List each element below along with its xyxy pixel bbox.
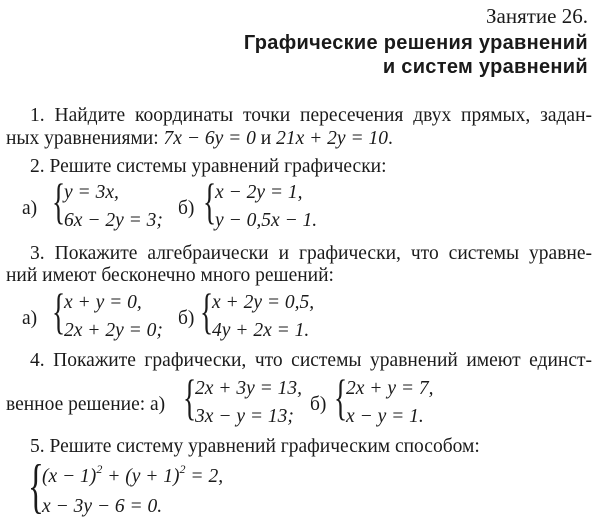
task-2-b-equation-2: y − 0,5x − 1. [215,210,318,231]
task-2-b-equation-1: x − 2y = 1, [215,182,303,203]
task-2-a-label: а) [22,198,38,219]
task-3-b-label: б) [178,308,195,329]
task-1-equation-1: 7x − 6y = 0 [163,128,256,149]
page-title-line-1: Графические решения уравнений [243,32,588,54]
task-4-b-label: б) [310,394,327,415]
task-3-line-2: ний имеют бесконечно много решений: [6,265,334,286]
task-3-a-brace: { [52,283,66,339]
page-title-line-2: и систем уравнений [382,56,588,78]
task-3-a-label: а) [22,308,38,329]
task-4-b-equation-2: x − y = 1. [346,406,424,427]
task-2-a-equation-2: 6x − 2y = 3; [64,210,163,231]
task-3-a-equation-2: 2x + 2y = 0; [64,320,163,341]
task-4-a-equation-2: 3x − y = 13; [195,406,294,427]
task-2-a-equation-1: y = 3x, [64,182,119,203]
task-1-end: . [388,128,393,149]
task-5-brace: { [28,453,44,519]
task-4-b-equation-1: 2x + y = 7, [346,378,434,399]
task-1-line-2 [6,128,393,150]
task-5-text: 5. Решите систему уравнений графическим способом: [30,436,480,457]
task-4-a-equation-1: 2x + 3y = 13, [195,378,303,399]
task-3-line-1: 3. Покажите алгебраически и графически, что системы уравне- [30,243,592,264]
task-3-b-equation-1: x + 2y = 0,5, [212,292,315,313]
task-4-a-brace: { [183,369,197,425]
task-2-a-brace: { [52,173,66,229]
task-1-equation-2: 21x + 2y = 10 [276,128,388,149]
task-5-eq1-exponent-1: 2 [96,462,103,476]
task-4-b-brace: { [334,369,348,425]
task-5-equation-1 [42,462,224,489]
lesson-number: Занятие 26. [486,4,588,28]
task-5-eq1-part-b: + (y + 1) [102,466,180,487]
task-4-line-2: венное решение: а) [6,394,166,415]
task-3-b-brace: { [200,283,214,339]
task-1-line-1: 1. Найдите координаты точки пересечения двух прямых, задан- [30,105,592,126]
task-5-eq1-part-c: = 2, [185,466,224,487]
task-3-b-equation-2: 4y + 2x = 1. [212,320,310,341]
task-2-b-label: б) [178,198,195,219]
task-1-prefix: ных уравнениями: [6,128,159,149]
task-5-eq1-part-a: (x − 1) [42,466,97,487]
task-5-eq1-exponent-2: 2 [179,462,186,476]
task-2-text: 2. Решите системы уравнений графически: [30,156,387,177]
task-5-equation-2: x − 3y − 6 = 0. [42,496,163,517]
task-1-joiner: и [260,128,272,149]
task-3-a-equation-1: x + y = 0, [64,292,142,313]
task-2-b-brace: { [203,173,217,229]
task-4-line-1: 4. Покажите графически, что системы уравнений имеют единст- [30,350,592,371]
